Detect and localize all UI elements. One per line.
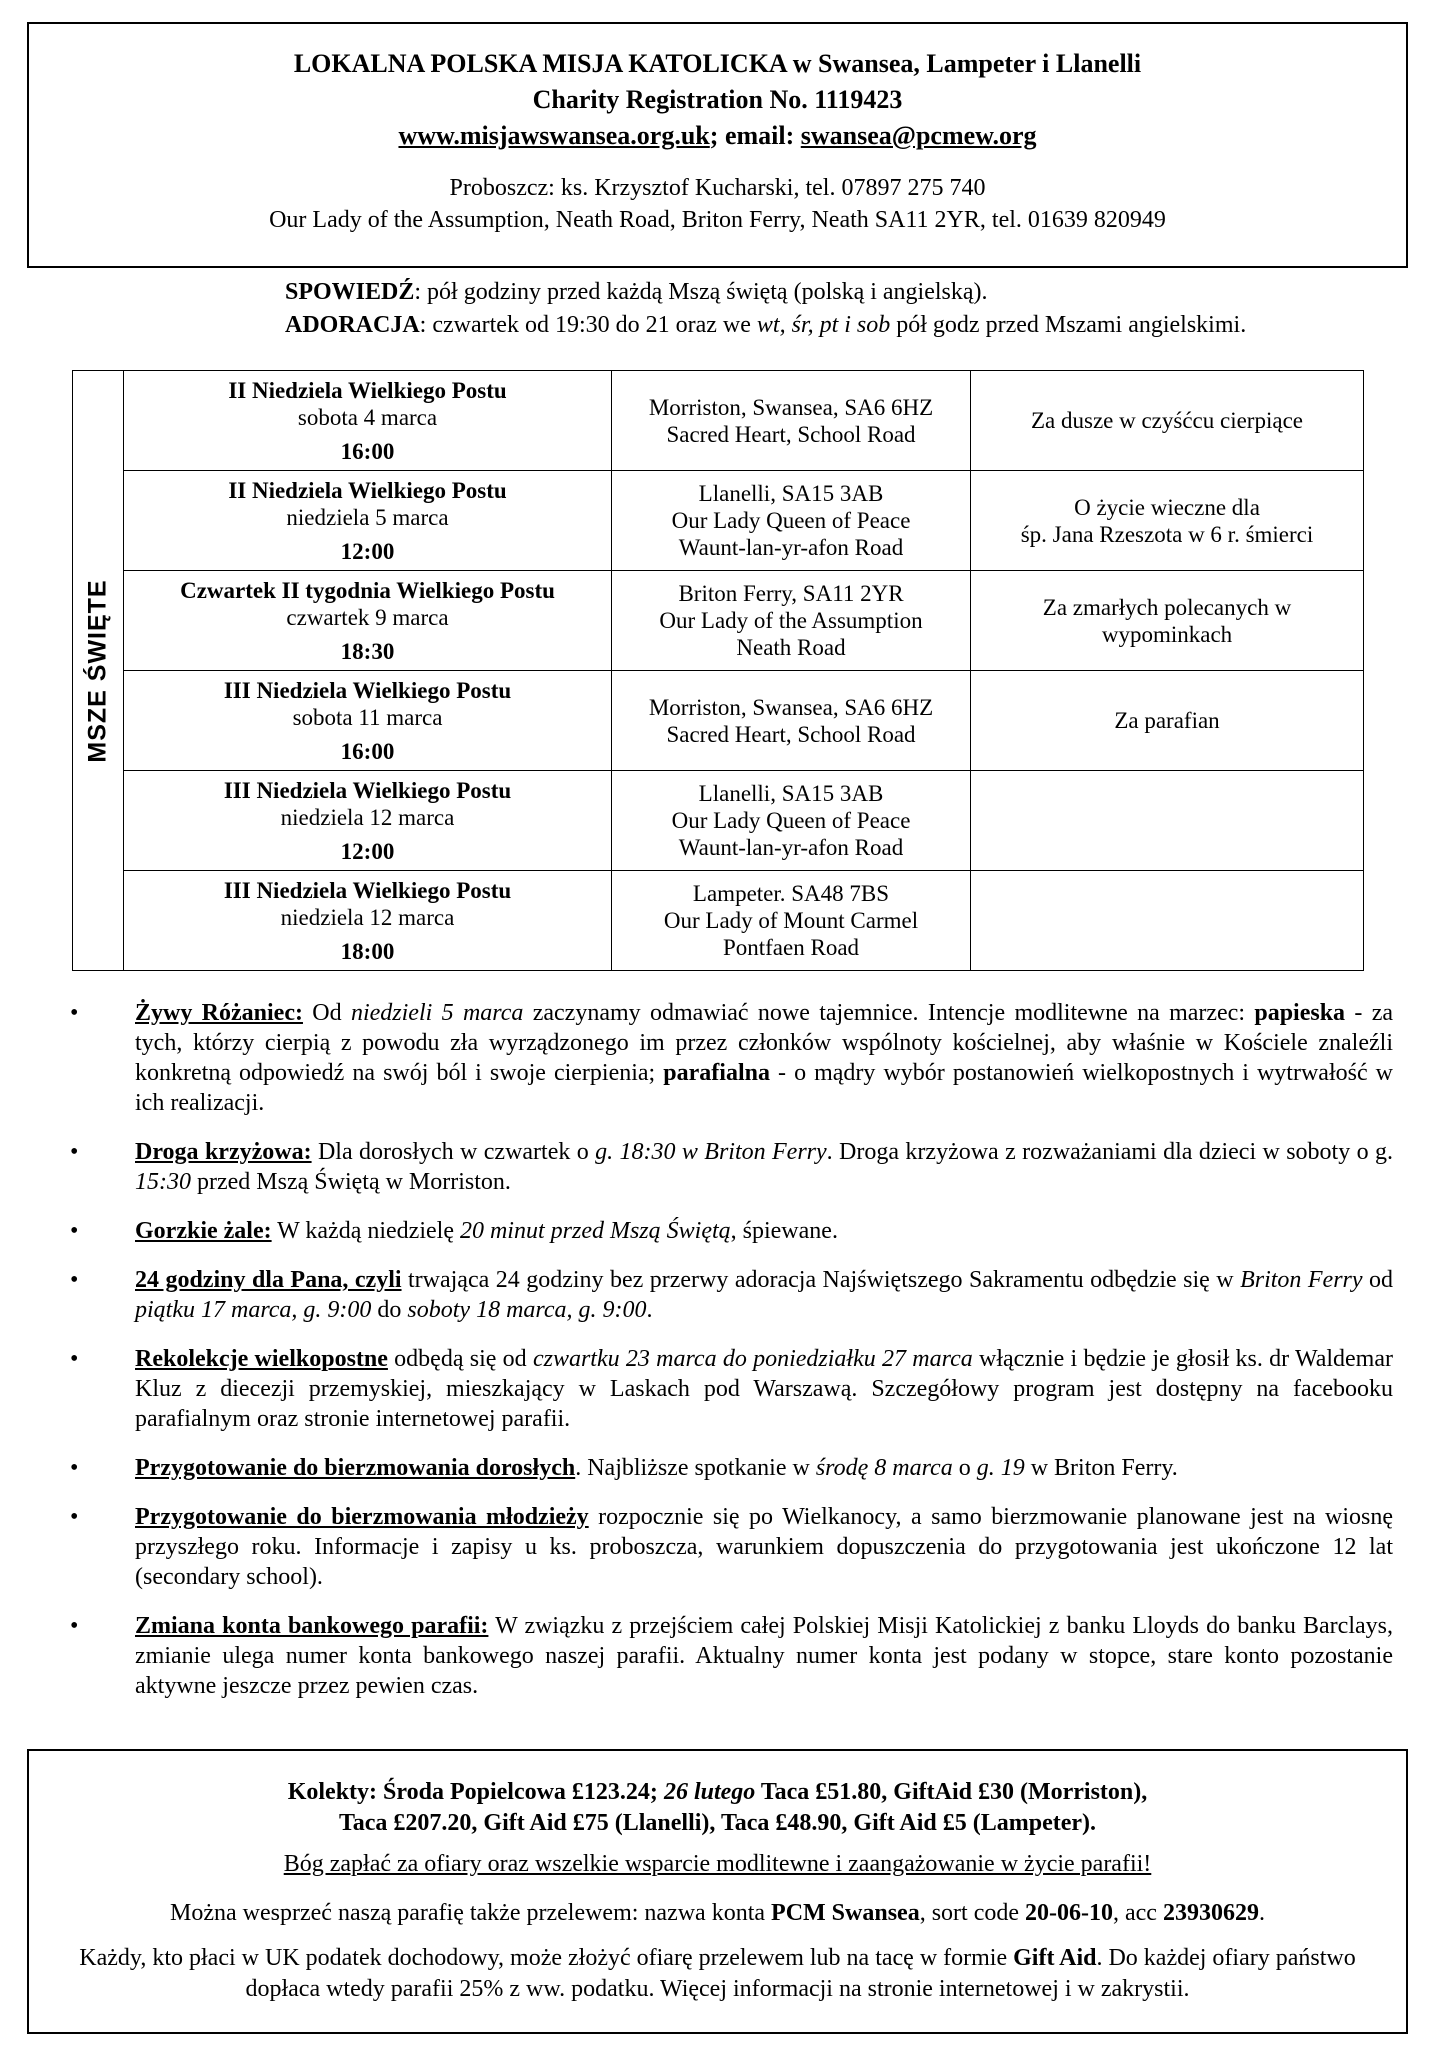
mass-place-cell [612, 671, 971, 771]
mass-place-cell [612, 771, 971, 871]
notice-text: W każdą niedzielę [271, 1218, 460, 1244]
adoration-label: ADORACJA [285, 312, 420, 338]
transfer-text: . [1258, 1900, 1265, 1926]
mass-date: niedziela 5 marca [286, 504, 449, 530]
bullet-icon: • [70, 1504, 79, 1530]
side-label-cell [73, 371, 124, 971]
mass-date-cell [124, 571, 612, 671]
mass-place-line: Morriston, Swansea, SA6 6HZ [648, 694, 934, 720]
bullet-icon: • [70, 1267, 79, 1293]
notice-lead: Rekolekcje wielkopostne [135, 1346, 388, 1372]
notice-text: W związku z przejściem całej Polskiej Misji Katolickiej z banku Lloyds do banku Barclays, zmianie ulega numer konta bankowego naszej parafii. Aktualny numer konta jest podany w stopce, stare konto pozostanie aktywne jeszcze przez pewien czas. [135, 1613, 1393, 1699]
mass-intention-cell [971, 471, 1364, 571]
mass-title: III Niedziela Wielkiego Postu [223, 777, 512, 803]
mass-place-cell [612, 871, 971, 971]
mass-title: II Niedziela Wielkiego Postu [228, 477, 507, 503]
notice-text: 15:30 [135, 1169, 191, 1195]
notice-text: soboty 18 marca, g. 9:00 [407, 1297, 647, 1323]
confession-line [285, 276, 1246, 309]
mass-place-line: Our Lady Queen of Peace [671, 808, 911, 833]
account-name: PCM Swansea [771, 1900, 920, 1926]
notice-text: . Droga krzyżowa z rozważaniami dla dzieci w soboty o g. [826, 1139, 1393, 1165]
notice-item [70, 1611, 1393, 1701]
notice-item [70, 1344, 1393, 1434]
mass-intention-cell [971, 671, 1364, 771]
thanks-line: Bóg zapłać za ofiary oraz wszelkie wsparcie modlitewne i zaangażowanie w życie parafii! [283, 1851, 1152, 1877]
mass-time: 12:00 [340, 538, 395, 564]
mass-date: niedziela 12 marca [280, 804, 455, 830]
adoration-days: wt, śr, pt i sob [756, 312, 891, 338]
bullet-icon: • [70, 1346, 79, 1372]
mass-date: sobota 4 marca [297, 404, 438, 430]
mass-place-cell [612, 571, 971, 671]
notice-text: piątku 17 marca, g. 9:00 [135, 1297, 372, 1323]
mass-intention-cell [971, 571, 1364, 671]
mass-intention-line: wypominkach [1101, 621, 1233, 647]
email-link[interactable]: swansea@pcmew.org [800, 121, 1037, 150]
mass-place-line: Llanelli, SA15 3AB [698, 481, 884, 506]
collection-date: 26 lutego [663, 1779, 756, 1805]
notice-text: 20 minut przed Mszą Świętą [459, 1218, 731, 1244]
notice-lead: Przygotowanie do bierzmowania młodzieży [135, 1504, 589, 1530]
mass-place-line: Llanelli, SA15 3AB [698, 781, 884, 806]
bank-transfer-line [29, 1898, 1406, 1929]
notice-lead: Zmiana konta bankowego parafii: [135, 1613, 489, 1639]
website-link[interactable]: www.misjawswansea.org.uk [398, 121, 710, 150]
pastor-line: Proboszcz: ks. Krzysztof Kucharski, tel. 07897 275 740 [449, 175, 986, 201]
mass-row [73, 771, 1364, 871]
adoration-line [285, 309, 1246, 342]
header-box [27, 22, 1408, 268]
notice-text: Briton Ferry [1240, 1267, 1363, 1293]
mission-title: LOKALNA POLSKA MISJA KATOLICKA w Swansea, Lampeter i Llanelli [293, 49, 1142, 78]
notice-item [70, 1137, 1393, 1197]
mass-intention-cell [971, 771, 1364, 871]
mass-date-cell [124, 371, 612, 471]
mass-intention-cell [971, 871, 1364, 971]
collection-text: Taca £51.80, GiftAid £30 (Morriston), [755, 1779, 1148, 1805]
notice-text: . [646, 1297, 653, 1323]
mass-place-line: Waunt-lan-yr-afon Road [678, 535, 904, 560]
notice-text: włącznie i będzie je głosił ks. dr Waldemar Kluz z diecezji przemyskiej, mieszkający w Laskach pod Warszawą. Szczegółowy program jest dostępny na facebooku parafialnym oraz stronie internetowej parafii. [135, 1346, 1393, 1432]
notice-item [70, 1265, 1393, 1325]
mass-row [73, 671, 1364, 771]
mass-place-line: Our Lady Queen of Peace [671, 508, 911, 533]
notice-lead: Przygotowanie do bierzmowania dorosłych [135, 1455, 576, 1481]
notice-text: o [952, 1455, 977, 1481]
notice-text: papieska [1254, 1000, 1346, 1026]
mass-date: czwartek 9 marca [286, 604, 449, 630]
mass-place-line: Pontfaen Road [722, 935, 860, 960]
mass-place-line: Neath Road [736, 635, 846, 660]
mass-time: 18:30 [340, 638, 395, 664]
notice-lead: Droga krzyżowa: [135, 1139, 312, 1165]
mass-row [73, 371, 1364, 471]
gift-aid-text: Każdy, kto płaci w UK podatek dochodowy, może złożyć ofiarę przelewem lub na tacę w formie [79, 1945, 1014, 1971]
mass-title: Czwartek II tygodnia Wielkiego Postu [180, 577, 555, 603]
notice-text: od [1362, 1267, 1393, 1293]
mass-place-line: Waunt-lan-yr-afon Road [678, 835, 904, 860]
mass-date: niedziela 12 marca [280, 904, 455, 930]
bullet-icon: • [70, 1613, 79, 1639]
notice-text: g. 19 [976, 1455, 1025, 1481]
notice-text: , śpiewane. [730, 1218, 838, 1244]
mass-intention-line: Za zmarłych polecanych w [1042, 594, 1292, 620]
mass-title: II Niedziela Wielkiego Postu [228, 377, 507, 403]
bullet-icon: • [70, 1000, 79, 1026]
bullet-icon: • [70, 1139, 79, 1165]
notice-text: środę 8 marca [815, 1455, 953, 1481]
mass-place-cell [612, 471, 971, 571]
collection-line-2: Taca £207.20, Gift Aid £75 (Llanelli), Taca £48.90, Gift Aid £5 (Lampeter). [338, 1810, 1097, 1836]
notice-text: do [371, 1297, 408, 1323]
email-label: ; email: [709, 121, 801, 150]
mass-time: 12:00 [340, 838, 395, 864]
bullet-icon: • [70, 1455, 79, 1481]
gift-aid-line [29, 1943, 1406, 2005]
notice-text: w Briton Ferry. [1024, 1455, 1178, 1481]
notice-item [70, 1216, 1393, 1246]
notice-text: niedzieli 5 marca [350, 1000, 524, 1026]
collection-text: Kolekty: Środa Popielcowa £123.24; [287, 1779, 664, 1805]
collection-line-1 [29, 1777, 1406, 1808]
notice-text: rozpocznie się po Wielkanocy, a samo bierzmowanie planowane jest na wiosnę przyszłego roku. Informacje i zapisy u ks. proboszcza, warunkiem dopuszczenia do przygotowania jest ukończone 12 lat (secondary school). [135, 1504, 1394, 1590]
mass-place-line: Sacred Heart, School Road [666, 721, 916, 747]
mass-intention-cell [971, 371, 1364, 471]
notice-text: przed Mszą Świętą w Morriston. [191, 1169, 511, 1195]
transfer-text: , sort code [919, 1900, 1026, 1926]
adoration-text-2: pół godz przed Mszami angielskimi. [890, 312, 1247, 338]
notice-item [70, 998, 1393, 1118]
mass-date-cell [124, 471, 612, 571]
notice-text: trwająca 24 godziny bez przerwy adoracja Najświętszego Sakramentu odbędzie się w [401, 1267, 1241, 1293]
mass-intention-line: Za parafian [1114, 708, 1220, 733]
notice-item [70, 1502, 1393, 1592]
mass-date-cell [124, 671, 612, 771]
contact-line [29, 118, 1406, 154]
notice-text: parafialna [663, 1060, 770, 1086]
mass-row [73, 471, 1364, 571]
mass-intention-line: O życie wieczne dla [1074, 494, 1260, 520]
collection-box [27, 1749, 1408, 2034]
notice-text: odbędą się od [387, 1346, 533, 1372]
mass-place-line: Lampeter. SA48 7BS [692, 881, 890, 906]
mass-place-line: Morriston, Swansea, SA6 6HZ [648, 394, 934, 420]
notice-text: Dla dorosłych w czwartek o [311, 1139, 596, 1165]
mass-intention-line: śp. Jana Rzeszota w 6 r. śmierci [1020, 521, 1314, 547]
mass-intention-line: Za dusze w czyśćcu cierpiące [1030, 408, 1303, 433]
mass-place-line: Our Lady of the Assumption [659, 608, 923, 633]
notice-text: zaczynamy odmawiać nowe tajemnice. Intencje modlitewne na marzec: [523, 1000, 1255, 1026]
mass-place-cell [612, 371, 971, 471]
confession-text: : pół godziny przed każdą Mszą świętą (polską i angielską). [414, 279, 988, 305]
notice-lead: Gorzkie żale: [135, 1218, 272, 1244]
sort-code: 20-06-10 [1025, 1900, 1113, 1926]
mass-time: 16:00 [340, 438, 395, 464]
notice-text: Od [302, 1000, 351, 1026]
notice-text: g. 18:30 w Briton Ferry [595, 1139, 827, 1165]
notice-lead: 24 godziny dla Pana, czyli [135, 1267, 402, 1293]
mass-schedule-table [72, 370, 1364, 971]
notices-list [70, 998, 1393, 1720]
church-address: Our Lady of the Assumption, Neath Road, Briton Ferry, Neath SA11 2YR, tel. 01639 820949 [269, 207, 1166, 233]
mass-row [73, 571, 1364, 671]
mass-place-line: Briton Ferry, SA11 2YR [678, 581, 904, 606]
confession-label: SPOWIEDŹ [285, 279, 415, 305]
mass-date: sobota 11 marca [292, 704, 443, 730]
bullet-icon: • [70, 1218, 79, 1244]
notice-text: . Najbliższe spotkanie w [575, 1455, 816, 1481]
notice-text: - o mądry wybór postanowień wielkopostnych i wytrwałość w ich realizacji. [135, 1060, 1393, 1116]
mass-time: 16:00 [340, 738, 395, 764]
mass-time: 18:00 [340, 938, 395, 964]
notice-text: czwartku 23 marca do poniedziałku 27 marca [532, 1346, 973, 1372]
gift-aid-term: Gift Aid [1013, 1945, 1097, 1971]
mass-title: III Niedziela Wielkiego Postu [223, 877, 512, 903]
transfer-text: , acc [1113, 1900, 1163, 1926]
transfer-text: Można wesprzeć naszą parafię także przelewem: nazwa konta [170, 1900, 772, 1926]
mass-title: III Niedziela Wielkiego Postu [223, 677, 512, 703]
notice-lead: Żywy Różaniec: [135, 1000, 303, 1026]
mass-place-line: Sacred Heart, School Road [666, 421, 916, 447]
mass-row [73, 871, 1364, 971]
notice-item [70, 1453, 1393, 1483]
charity-number: Charity Registration No. 1119423 [532, 85, 903, 114]
mass-date-cell [124, 871, 612, 971]
account-number: 23930629 [1162, 1900, 1259, 1926]
confession-adoration [285, 276, 1246, 342]
mass-date-cell [124, 771, 612, 871]
notice-text: - za tych, którzy cierpią z powodu zła wyrządzonego im przez członków wspólnoty kościelnej, aby właśnie w Kościele znaleźli konkretną odpowiedź na swój ból i swoje cierpienia; [135, 1000, 1393, 1086]
adoration-text-1: : czwartek od 19:30 do 21 oraz we [419, 312, 757, 338]
side-label: MSZE ŚWIĘTE [83, 578, 112, 763]
mass-place-line: Our Lady of Mount Carmel [663, 908, 919, 933]
gift-aid-text: . Do każdej ofiary państwo dopłaca wtedy parafii 25% z ww. podatku. Więcej informacji na stronie internetowej i w zakrystii. [245, 1945, 1356, 2002]
